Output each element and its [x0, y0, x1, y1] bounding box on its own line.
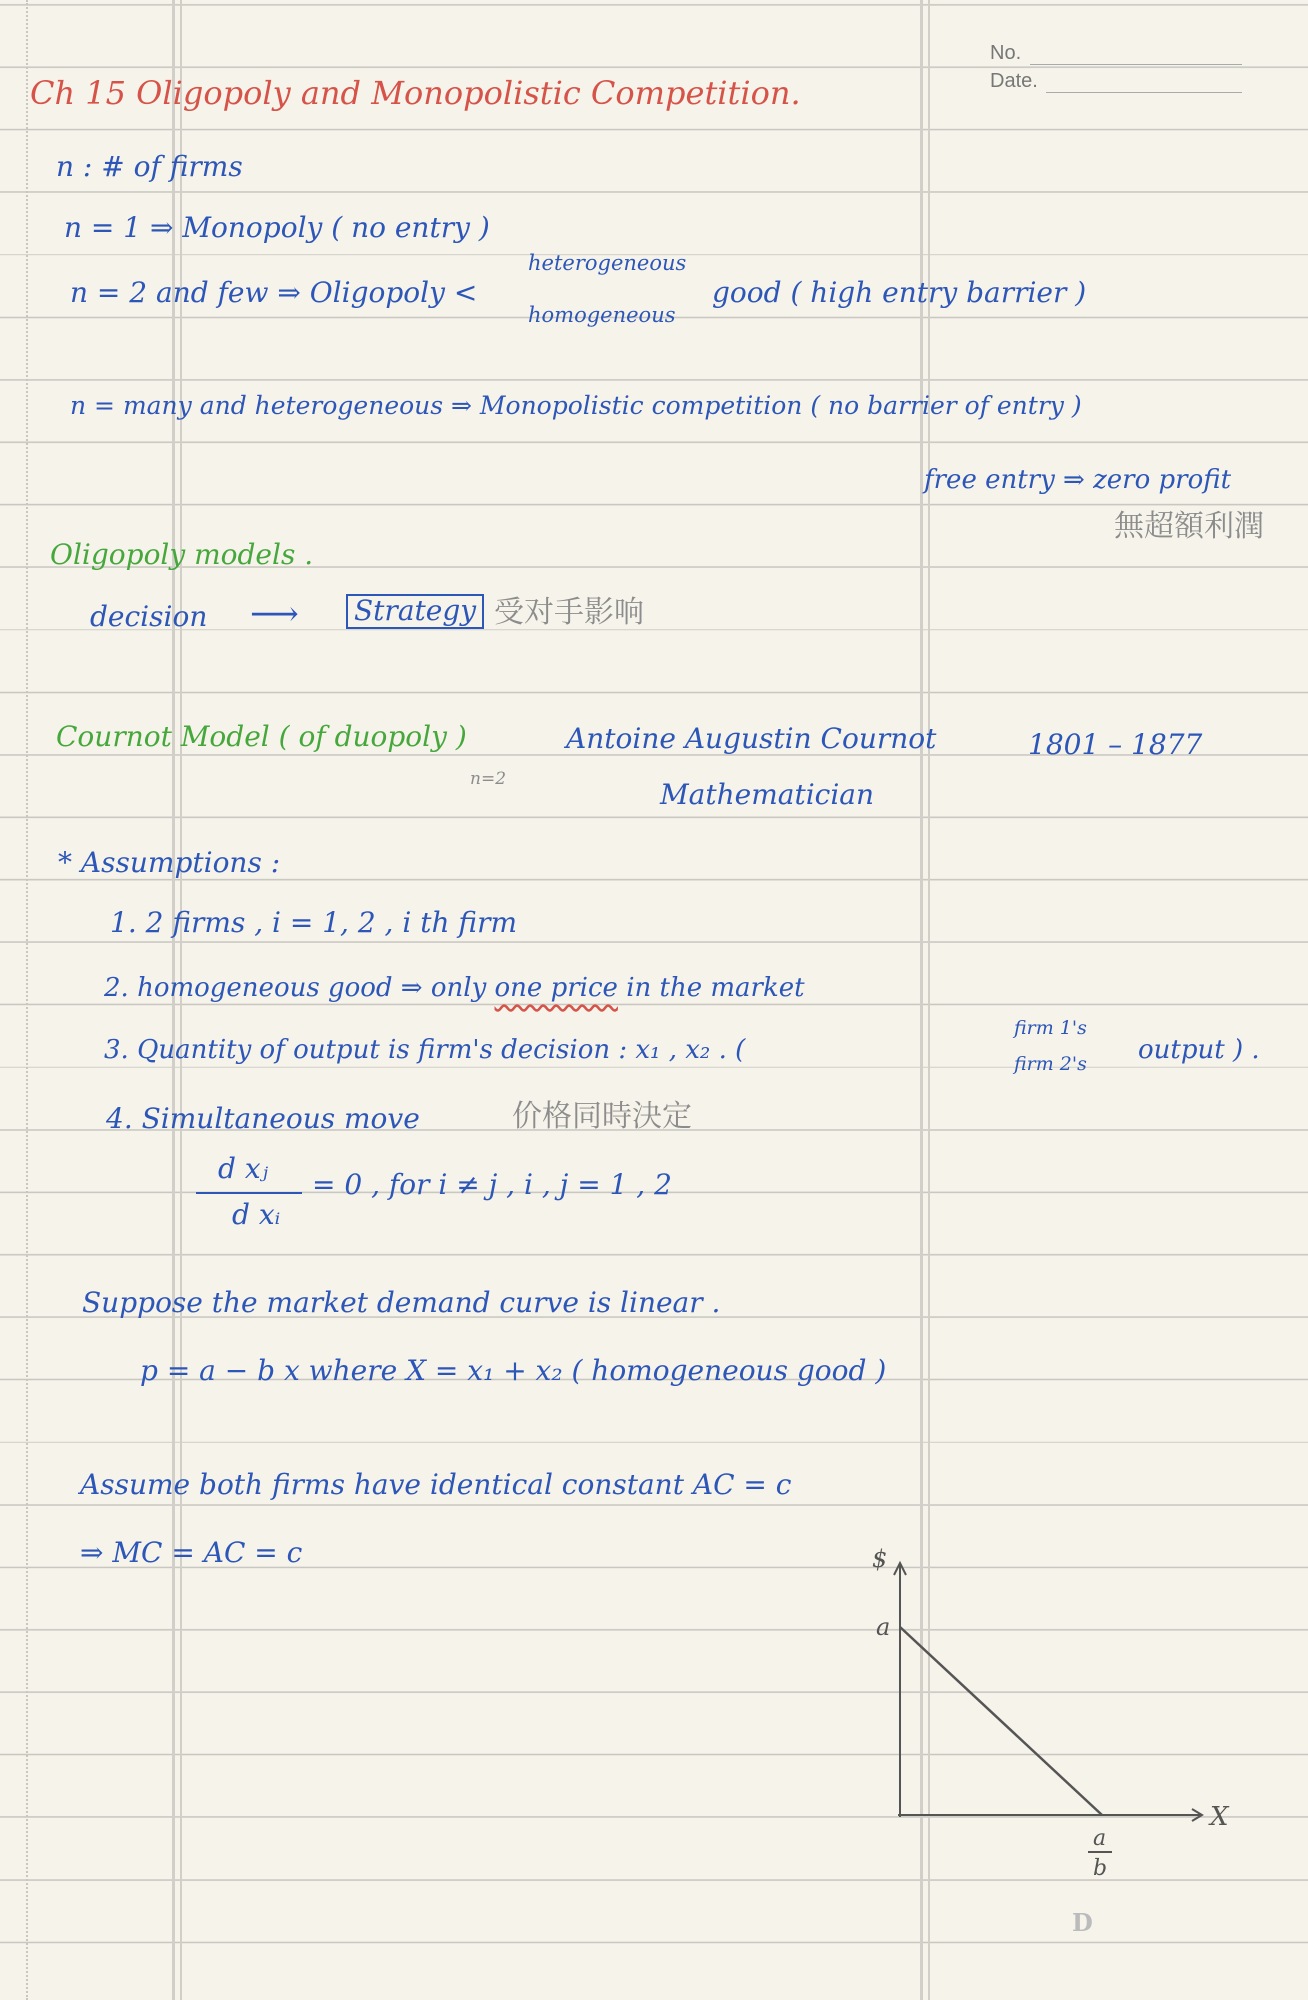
cournot-role: Mathematician [660, 778, 875, 811]
assumption-3-firm2: firm 2's [1014, 1053, 1087, 1075]
notebook-brand-logo: D [1072, 1908, 1093, 1937]
strategy-box: Strategy [346, 594, 484, 629]
no-label: No. [990, 42, 1022, 64]
cournot-years: 1801 – 1877 [1028, 728, 1203, 761]
n-definition: n : # of firms [56, 150, 243, 183]
monopolistic-line: n = many and heterogeneous ⇒ Monopolistic competition ( no barrier of entry ) [70, 391, 1082, 420]
y-intercept-label: a [876, 1613, 891, 1641]
cournot-heading: Cournot Model ( of duopoly ) [56, 720, 467, 753]
date-underline [1046, 92, 1242, 93]
monopoly-line: n = 1 ⇒ Monopoly ( no entry ) [64, 211, 490, 244]
decision-label: decision [90, 600, 208, 633]
cournot-person: Antoine Augustin Cournot [566, 722, 937, 755]
derivative-numerator: d xⱼ [218, 1152, 269, 1185]
page-title: Ch 15 Oligopoly and Monopolistic Competition. [30, 74, 801, 112]
assumptions-heading: * Assumptions : [58, 846, 281, 879]
oligopoly-heterogeneous: heterogeneous [528, 251, 687, 275]
date-label: Date. [990, 70, 1038, 92]
y-axis-label: $ [872, 1545, 888, 1573]
derivative-denominator: d xᵢ [232, 1198, 281, 1231]
assumption-4: 4. Simultaneous move [106, 1102, 420, 1135]
simultaneous-pricing-note: 价格同時決定 [512, 1099, 692, 1134]
dotted-guide-line [26, 0, 28, 2000]
oligopoly-line: n = 2 and few ⇒ Oligopoly < [70, 276, 478, 309]
cost-assumption: Assume both firms have identical constant AC = c [80, 1468, 792, 1501]
no-excess-profit-note: 無超額利潤 [1114, 509, 1264, 544]
derivative-condition: = 0 , for i ≠ j , i , j = 1 , 2 [312, 1168, 672, 1201]
x-intercept-numerator: a [1093, 1826, 1107, 1851]
fraction-bar [196, 1192, 302, 1194]
oligopoly-homogeneous: homogeneous [528, 303, 676, 327]
x-intercept-denominator: b [1093, 1856, 1108, 1881]
no-underline [1030, 64, 1242, 65]
demand-equation: p = a − b x where X = x₁ + x₂ ( homogeneous good ) [140, 1354, 887, 1387]
oligopoly-good-barrier: good ( high entry barrier ) [712, 276, 1087, 309]
assumption-1: 1. 2 firms , i = 1, 2 , i th firm [110, 906, 518, 939]
assumption-2-post: in the market [626, 973, 805, 1003]
cournot-subscript: n=2 [470, 769, 507, 789]
oligopoly-models-heading: Oligopoly models . [50, 538, 314, 571]
assumption-2-pre: 2. homogeneous good ⇒ only [104, 973, 487, 1003]
decision-arrow: ⟶ [250, 594, 299, 634]
x-axis-label: X [1210, 1802, 1229, 1832]
marginal-cost-line: ⇒ MC = AC = c [80, 1536, 303, 1569]
opponent-influence-note: 受对手影响 [494, 595, 644, 630]
assumption-2 [104, 974, 805, 1003]
assumption-3-firm1: firm 1's [1014, 1017, 1087, 1039]
demand-assumption: Suppose the market demand curve is linear . [82, 1286, 721, 1319]
assumption-3: 3. Quantity of output is firm's decision : x₁ , x₂ . ( [104, 1035, 746, 1065]
demand-line [900, 1627, 1102, 1815]
free-entry-line: free entry ⇒ zero profit [924, 465, 1232, 495]
assumption-2-one-price: one price [494, 973, 618, 1003]
assumption-3-output: output ) . [1138, 1035, 1260, 1065]
demand-curve-graph [870, 1545, 1230, 1885]
